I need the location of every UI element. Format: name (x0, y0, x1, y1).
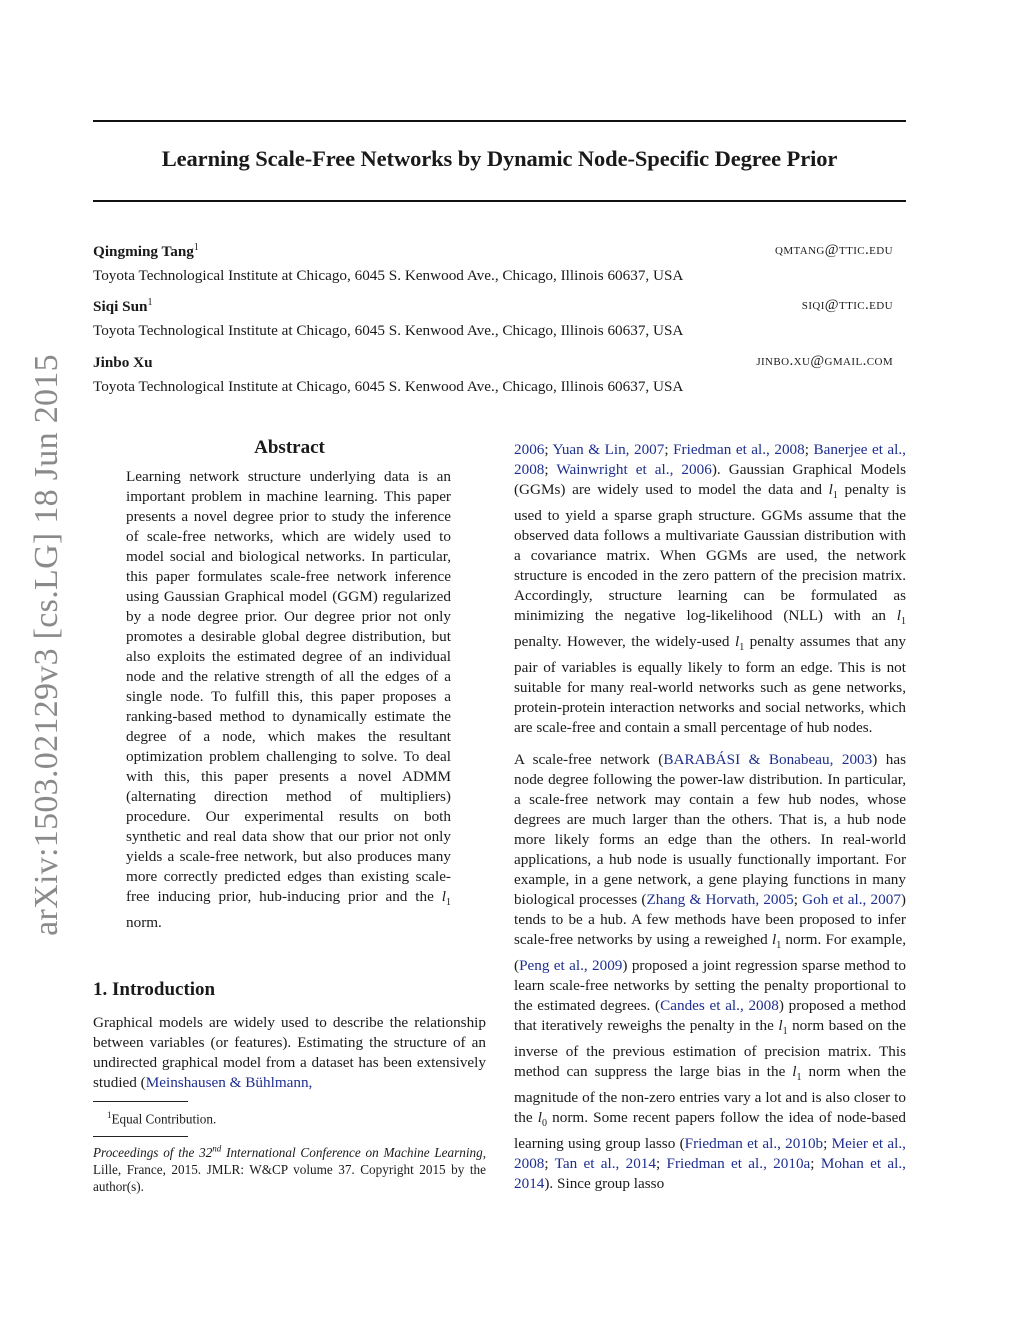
citation-link[interactable]: Candes et al., 2008 (660, 997, 779, 1015)
body-text: ). Gaussian Graphical Models (GGMs) are widely used to model the data and (514, 461, 906, 498)
body-text: ; (823, 1135, 832, 1153)
abstract-heading: Abstract (254, 437, 325, 458)
paper-title: Learning Scale-Free Networks by Dynamic Node-Specific Degree Prior (161, 146, 838, 171)
body-text: ) has node degree following the power-law distribution. In particular, a scale-free network may contain a few hub nodes, whose degrees are much larger than the others. That is, a hub node more likely forms an edge than the others. In real-world applications, a hub node is usually functionally important. For example, in a gene network, a gene playing functions in many biological processes ( (514, 751, 906, 908)
body-text: ; (793, 891, 803, 908)
citation-link[interactable]: Wainwright et al., 2006 (556, 461, 712, 478)
body-text: ; (804, 441, 814, 458)
arxiv-identifier: arXiv:1503.02129v3 [cs.LG] 18 Jun 2015 (28, 354, 65, 936)
body-text: ) proposed a method that iteratively reweighs the penalty in the (514, 997, 906, 1035)
body-text: ). Since group lasso (544, 1175, 665, 1193)
footnote-equal-contribution: $^1$Equal Contribution. (107, 1110, 217, 1127)
citation-link[interactable]: Peng et al., 2009 (519, 957, 623, 975)
l1-norm-symbol: $l_1$ (792, 1063, 802, 1084)
body-text: ) tends to be a hub. A few methods have been proposed to infer scale-free networks by using a reweighed (514, 891, 906, 948)
citation-link[interactable]: Mohan et al., 2014 (514, 1155, 906, 1193)
citation-link[interactable]: Tan et al., 2014 (554, 1155, 656, 1173)
footnote-rule (93, 1136, 188, 1137)
right-column-paragraph-2 (514, 750, 906, 1194)
author-affiliation: Toyota Technological Institute at Chicago, 6045 S. Kenwood Ave., Chicago, Illinois 60637, USA (93, 322, 684, 340)
body-text: ; (810, 1155, 821, 1173)
citation-link[interactable]: BARABÁSI & Bonabeau, 2003 (663, 751, 873, 768)
author-name: Qingming Tang$^1$ (93, 242, 199, 261)
footnote-proceedings: Proceedings of the 32nd International Conference on Machine Learning, Lille, France, 2015. JMLR: W&CP volume 37. Copyright 2015 by the author(s). (93, 1144, 486, 1195)
author-email[interactable]: siqi@ttic.edu (801, 297, 893, 313)
body-text: ; (544, 1155, 555, 1173)
right-column-paragraph-1 (514, 440, 906, 738)
citation-link[interactable]: Banerjee et al., 2008 (514, 441, 906, 478)
l1-norm-symbol: $l_1$ (828, 481, 838, 502)
author-block-1 (93, 238, 893, 286)
body-text: ; (544, 461, 557, 478)
body-text: norm based on the inverse of the previous estimation of precision matrix. This method can suppress the large bias in the (514, 1017, 906, 1081)
body-text: norm when the magnitude of the non-zero entries vary a lot and is also closer to the (514, 1063, 906, 1127)
l1-norm-symbol: $l_1$ (778, 1017, 788, 1038)
body-text: ; (664, 441, 674, 458)
l0-norm-symbol: $l_0$ (537, 1109, 547, 1130)
footnote-rule (93, 1101, 188, 1102)
l1-norm-symbol: $l_1$ (734, 633, 745, 654)
citation-link[interactable]: Meinshausen & Bühlmann, (145, 1074, 313, 1091)
author-name: Siqi Sun$^1$ (93, 297, 153, 316)
l1-norm-symbol: $l_1$ (896, 607, 906, 628)
intro-paragraph: Graphical models are widely used to describe the relationship between variables (or features). Estimating the structure of an undirected graphical model from a dataset has been extensively studied (Meinshausen & Bühlmann, (93, 1014, 486, 1091)
author-block-2 (93, 293, 893, 341)
body-text: ; (656, 1155, 667, 1173)
citation-link[interactable]: Zhang & Horvath, 2005 (646, 891, 794, 908)
body-text: A scale-free network ( (514, 751, 664, 768)
citation-link[interactable]: Friedman et al., 2008 (673, 441, 805, 458)
citation-link[interactable]: Friedman et al., 2010b (684, 1135, 824, 1153)
body-text: ) proposed a joint regression sparse method to learn scale-free networks by setting the penalty proportional to the estimated degrees. ( (514, 957, 906, 1015)
body-text: penalty assumes that any pair of variables is equally likely to form an edge. This is not suitable for many real-world networks such as gene networks, protein-protein interaction networks and social networks, which are scale-free and contain a small percentage of hub nodes. (514, 633, 907, 737)
citation-link[interactable]: 2006 (514, 441, 545, 458)
title-bottom-rule (93, 200, 906, 202)
citation-link[interactable]: Friedman et al., 2010a (666, 1155, 811, 1173)
citation-link[interactable]: Yuan & Lin, 2007 (552, 441, 665, 458)
abstract-body: Learning network structure underlying data is an important problem in machine learning. This paper presents a novel degree prior to study the inference of scale-free networks, which are widely used to model social and biological networks. In particular, this paper formulates scale-free network inference using Gaussian Graphical model (GGM) regularized by a node degree prior. Our degree prior not only promotes a desirable global degree distribution, but also exploits the estimated degree of an individual node and the relative strength of all the edges of a single node. To fulfill this, this paper proposes a ranking-based method to dynamically estimate the degree of a node, which makes the resultant optimization problem challenging to solve. To deal with this, this paper presents a novel ADMM (alternating direction method of multipliers) procedure. Our experimental results on both synthetic and real data show that our prior not only yields a scale-free network, but also produces many more correctly predicted edges than existing scale-free inducing prior, hub-inducing prior and the $l_1$ norm. (126, 468, 452, 932)
citation-link[interactable]: Meier et al., 2008 (514, 1135, 906, 1173)
section-heading-introduction: 1. Introduction (93, 979, 216, 1000)
top-rule (93, 120, 906, 122)
l1-norm-symbol: $l_1$ (441, 888, 452, 909)
author-affiliation: Toyota Technological Institute at Chicago, 6045 S. Kenwood Ave., Chicago, Illinois 60637, USA (93, 378, 684, 396)
author-email[interactable]: qmtang@ttic.edu (774, 242, 893, 258)
author-affiliation: Toyota Technological Institute at Chicago, 6045 S. Kenwood Ave., Chicago, Illinois 60637, USA (93, 267, 684, 285)
citation-link[interactable]: Goh et al., 2007 (802, 891, 901, 908)
body-text: norm. For example, ( (514, 931, 906, 975)
l1-norm-symbol: $l_1$ (771, 931, 782, 952)
author-name: Jinbo Xu (93, 354, 153, 372)
author-email[interactable]: jinbo.xu@gmail.com (756, 353, 893, 369)
body-text: penalty is used to yield a sparse graph structure. GGMs assume that the observed data follows a multivariate Gaussian distribution with a covariance matrix. When GGMs are used, the network structure is encoded in the zero pattern of the precision matrix. Accordingly, structure learning can be formulated as minimizing the negative log-likelihood (NLL) with an (514, 481, 906, 625)
body-text: ; (544, 441, 553, 458)
author-block-3 (93, 349, 893, 397)
body-text: penalty. However, the widely-used (514, 633, 735, 651)
body-text: norm. Some recent papers follow the idea of node-based learning using group lasso ( (514, 1109, 906, 1153)
